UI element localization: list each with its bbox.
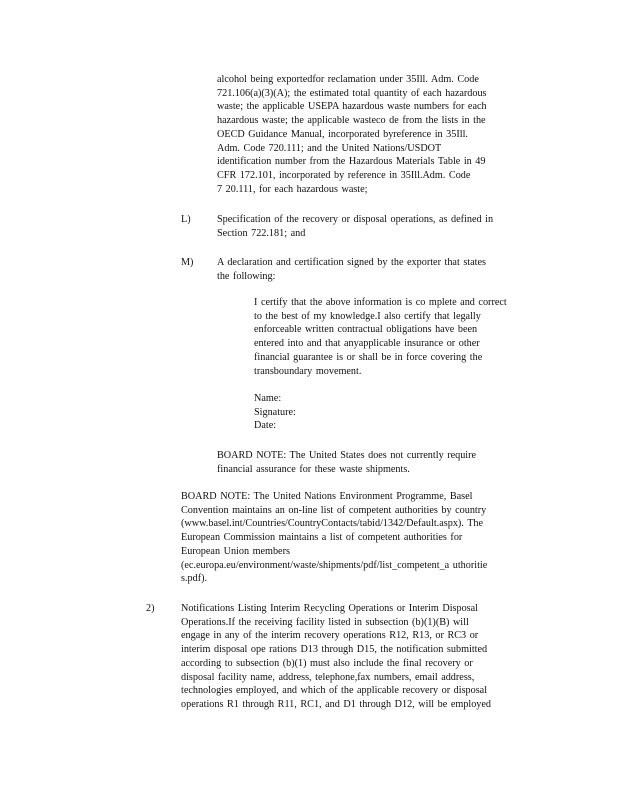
text-line: the following: <box>217 270 276 282</box>
text-line: identification number from the Hazardous Materials Table in 49 <box>217 156 486 168</box>
text-line: according to subsection (b)(1) must also include the final recovery or <box>181 657 473 669</box>
text-line: engage in any of the interim recovery operations R12, R13, or RC3 or <box>181 630 479 642</box>
text-line: Operations.If the receiving facility listed in subsection (b)(1)(B) will <box>181 616 469 628</box>
item-2-label: 2) <box>146 603 155 614</box>
text-line: financial assurance for these waste shipments. <box>217 463 410 475</box>
text-line: alcohol being exportedfor reclamation under 35Ill. Adm. Code <box>217 74 479 85</box>
date-label: Date: <box>254 420 277 432</box>
text-line: transboundary movement. <box>254 365 362 377</box>
text-line: Section 722.181; and <box>217 227 306 239</box>
item-l-label: L) <box>181 214 191 225</box>
text-line: operations R1 through R11, RC1, and D1 through D12, will be employed <box>181 698 491 710</box>
name-label: Name: <box>254 392 282 404</box>
text-line: BOARD NOTE: The United Nations Environment Programme, Basel <box>181 491 473 502</box>
certification-statement <box>254 296 532 433</box>
text-line: CFR 172.101, incorporated by reference in 35Ill.Adm. Code <box>217 169 471 181</box>
board-note-2 <box>181 490 538 586</box>
item-m-paragraph <box>217 256 523 283</box>
text-line: to the best of my knowledge.I also certify that legally <box>254 310 481 322</box>
text-line: A declaration and certification signed by the exporter that states <box>217 257 486 268</box>
text-line: (ec.europa.eu/environment/waste/shipments/pdf/list_competent_a uthoritie <box>181 559 488 571</box>
text-line: Adm. Code 720.111; and the United Nations/USDOT <box>217 142 442 154</box>
text-line: financial guarantee is or shall be in force covering the <box>254 351 483 363</box>
text-line: BOARD NOTE: The United States does not currently require <box>217 450 477 461</box>
text-line: technologies employed, and which of the applicable recovery or disposal <box>181 685 488 697</box>
text-line: European Commission maintains a list of competent authorities for <box>181 532 463 544</box>
text-line: interim disposal ope rations D13 through D15, the notification submitted <box>181 644 488 656</box>
text-line: Convention maintains an on-line list of competent authorities by country <box>181 504 487 516</box>
item-2-paragraph <box>181 602 519 712</box>
text-line: 7 20.111, for each hazardous waste; <box>217 183 368 195</box>
item-l-paragraph <box>217 213 533 240</box>
item-m-label: M) <box>181 257 194 268</box>
text-line: (www.basel.int/Countries/CountryContacts/tabid/1342/Default.aspx). The <box>181 518 484 530</box>
text-line: Specification of the recovery or disposal operations, as defined in <box>217 214 494 225</box>
signature-label: Signature: <box>254 406 296 418</box>
text-line: OECD Guidance Manual, incorporated byreference in 35Ill. <box>217 128 468 140</box>
text-line: enforceable written contractual obligations have been <box>254 324 478 336</box>
text-line: waste; the applicable USEPA hazardous waste numbers for each <box>217 101 487 113</box>
spacer <box>254 378 532 392</box>
text-line: s.pdf). <box>181 573 208 585</box>
text-line: Notifications Listing Interim Recycling Operations or Interim Disposal <box>181 603 479 614</box>
continued-paragraph <box>217 73 523 196</box>
text-line: entered into and that anyapplicable insurance or other <box>254 338 480 350</box>
board-note-1 <box>217 449 511 476</box>
text-line: disposal facility name, address, telephone,fax numbers, email address, <box>181 671 475 683</box>
text-line: European Union members <box>181 545 290 557</box>
text-line: I certify that the above information is co mplete and correct <box>254 297 507 308</box>
text-line: 721.106(a)(3)(A); the estimated total quantity of each hazardous <box>217 87 487 99</box>
text-line: hazardous waste; the applicable wasteco de from the lists in the <box>217 115 486 127</box>
